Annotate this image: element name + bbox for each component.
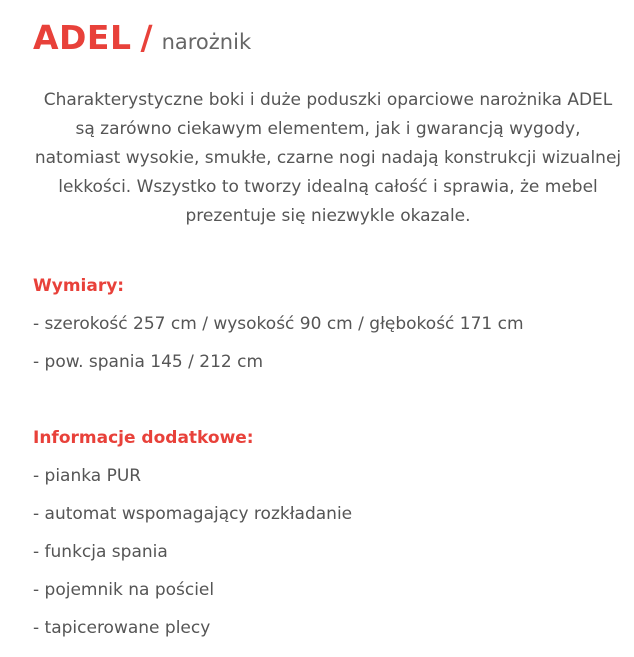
page-title — [33, 18, 251, 57]
product-type: narożnik — [161, 30, 252, 54]
additional-info-list — [33, 457, 352, 647]
dimensions-heading: Wymiary: — [33, 276, 125, 296]
list-item: - tapicerowane plecy — [33, 618, 211, 638]
list-item: - pojemnik na pościel — [33, 580, 215, 600]
dimensions-list — [33, 305, 524, 381]
list-item: - pow. spania 145 / 212 cm — [33, 352, 264, 372]
list-item: - automat wspomagający rozkładanie — [33, 504, 353, 524]
title-separator: / — [140, 18, 153, 57]
list-item: - szerokość 257 cm / wysokość 90 cm / głębokość 171 cm — [33, 314, 524, 334]
product-description: Charakterystyczne boki i duże poduszki oparciowe narożnika ADEL są zarówno ciekawym elementem, jak i gwarancją wygody, natomiast wysokie, smukłe, czarne nogi nadają konstrukcji wizualnej lekkości. Wszystko to tworzy idealną całość i sprawia, że mebel prezentuje się niezwykle okazale. — [34, 90, 622, 226]
additional-info-heading: Informacje dodatkowe: — [33, 428, 254, 448]
list-item: - funkcja spania — [33, 542, 168, 562]
list-item: - pianka PUR — [33, 466, 142, 486]
product-name: ADEL — [33, 18, 132, 57]
